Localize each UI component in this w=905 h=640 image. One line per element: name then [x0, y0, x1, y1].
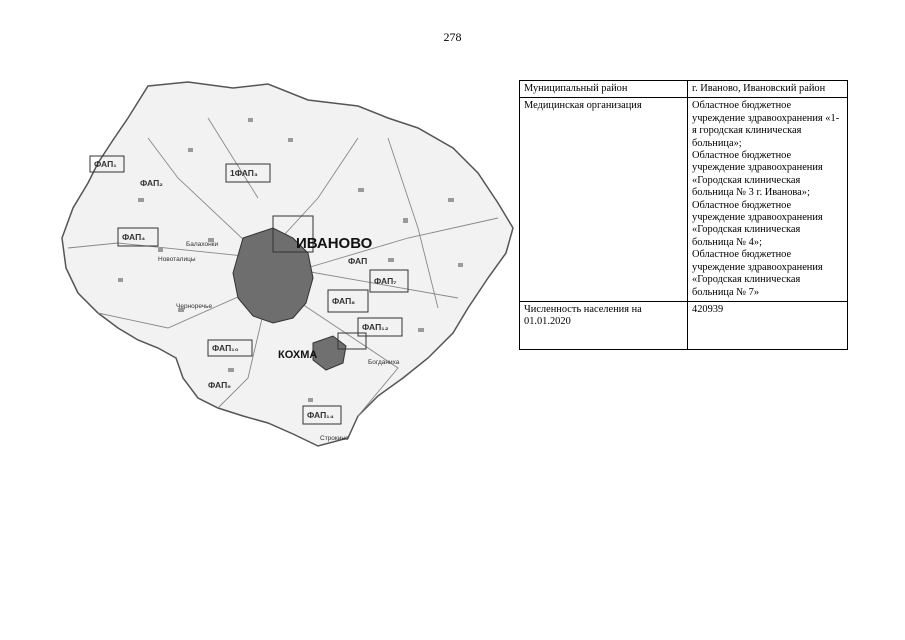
district-info-table	[519, 80, 848, 350]
map-city-ivanovo: ИВАНОВО	[296, 235, 373, 252]
place-label: Балахонки	[186, 241, 219, 248]
organization-entry: Областное бюджетное учреждение здравоохранения «Городская клиническая больница № 7»	[692, 249, 823, 298]
place-label: Новоталицы	[158, 256, 196, 263]
map-image	[58, 78, 518, 450]
fap-label: ФАП₁₄	[307, 410, 334, 420]
row-value-organizations	[688, 98, 848, 302]
fap-label: ФАП	[348, 256, 368, 266]
table-row	[520, 301, 848, 349]
row-label: Численность населения на 01.01.2020	[520, 301, 688, 349]
fap-label: ФАП₇	[374, 276, 397, 286]
row-label: Муниципальный район	[520, 81, 688, 98]
organization-entry: Областное бюджетное учреждение здравоохранения «Городская клиническая больница № 3 г. Иванова»;	[692, 150, 823, 199]
fap-label: 1ФАП₃	[230, 168, 258, 178]
organization-entry: Областное бюджетное учреждение здравоохранения «Городская клиническая больница № 4»;	[692, 199, 823, 248]
place-label: Черноречье	[176, 303, 213, 310]
row-label: Медицинская организация	[520, 98, 688, 302]
fap-label: ФАП₉	[208, 380, 232, 390]
table-row	[520, 81, 848, 98]
fap-label: ФАП₄	[122, 232, 146, 242]
place-label: Богданиха	[368, 359, 400, 366]
organization-entry: Областное бюджетное учреждение здравоохранения «1-я городская клиническая больница»;	[692, 100, 840, 149]
row-value: 420939	[688, 301, 848, 349]
fap-label: ФАП₁₀	[212, 343, 239, 353]
place-label: Строкино	[320, 435, 349, 442]
fap-label: ФАП₁	[94, 159, 117, 169]
row-value: г. Иваново, Ивановский район	[688, 81, 848, 98]
map-city-kokhma: КОХМА	[278, 349, 318, 361]
fap-label: ФАП₈	[332, 296, 356, 306]
fap-label: ФАП₂	[140, 178, 163, 188]
district-map	[58, 78, 518, 450]
page-number: 278	[443, 30, 462, 44]
fap-label: ФАП₁₂	[362, 322, 389, 332]
table-row	[520, 98, 848, 302]
